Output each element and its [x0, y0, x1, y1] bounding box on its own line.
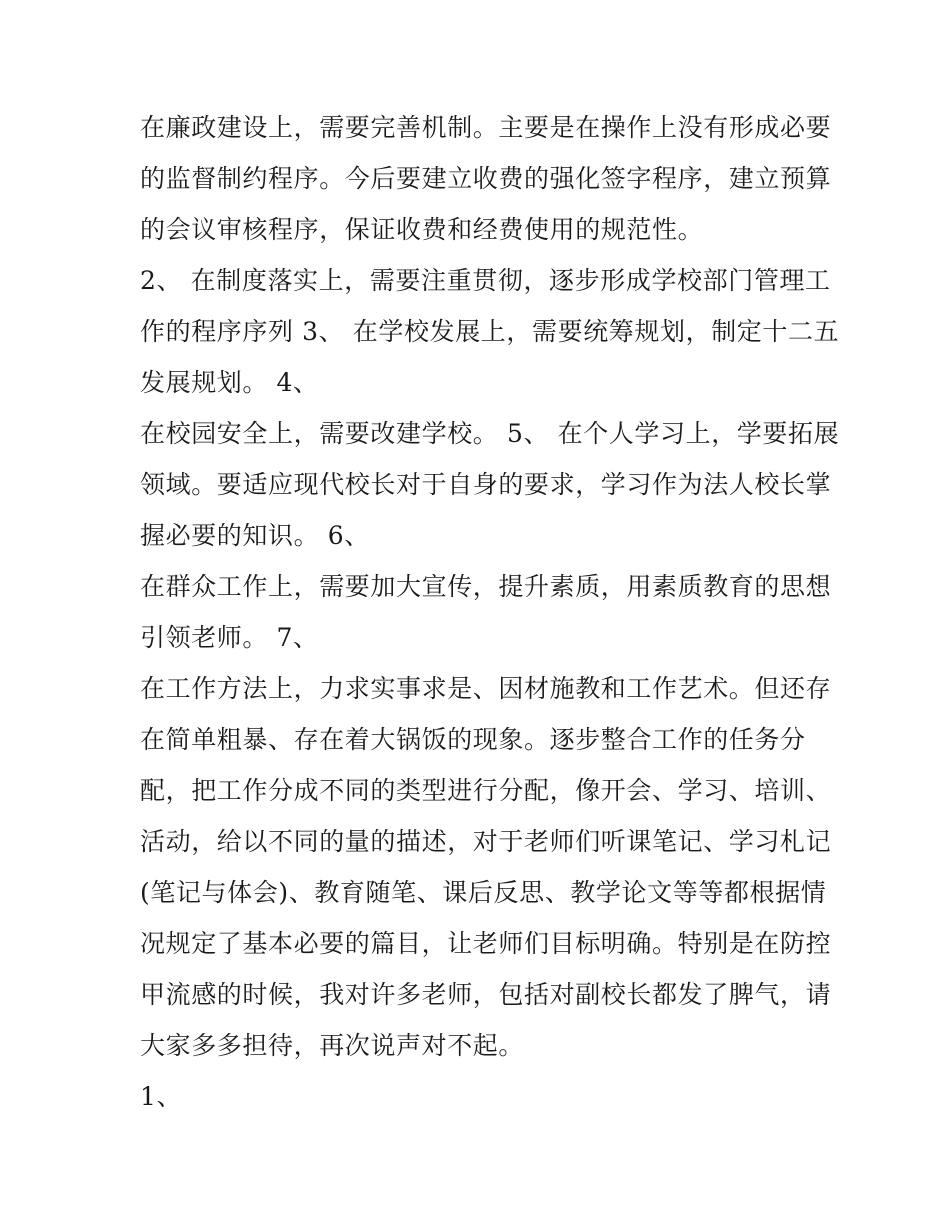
text-line-1: 在廉政建设上，需要完善机制。主要是在操作上没有形成必要 [140, 113, 832, 142]
text-line-8: 领域。要适应现代校长对于自身的要求，学习作为法人校长掌 [140, 470, 832, 499]
text-line-3: 的会议审核程序，保证收费和经费使用的规范性。 [140, 215, 704, 244]
text-line-9: 握必要的知识。 6、 [140, 521, 370, 550]
text-line-5: 作的程序序列 3、 在学校发展上，需要统筹规划，制定十二五 [140, 317, 840, 346]
text-line-13: 在简单粗暴、存在着大锅饭的现象。逐步整合工作的任务分 [140, 725, 806, 754]
text-line-10: 在群众工作上，需要加大宣传，提升素质，用素质教育的思想 [140, 572, 832, 601]
text-line-15: 活动，给以不同的量的描述，对于老师们听课笔记、学习札记 [140, 827, 832, 856]
text-line-4: 2、 在制度落实上，需要注重贯彻，逐步形成学校部门管理工 [140, 266, 831, 295]
text-line-18: 甲流感的时候，我对许多老师，包括对副校长都发了脾气，请 [140, 980, 832, 1009]
text-line-17: 况规定了基本必要的篇目，让老师们目标明确。特别是在防控 [140, 929, 832, 958]
text-line-16: (笔记与体会)、教育随笔、课后反思、教学论文等等都根据情 [140, 878, 827, 907]
text-line-19: 大家多多担待，再次说声对不起。 [140, 1031, 525, 1060]
text-line-11: 引领老师。 7、 [140, 623, 319, 652]
text-line-7: 在校园安全上，需要改建学校。 5、 在个人学习上，学要拓展 [140, 419, 840, 448]
text-line-12: 在工作方法上，力求实事求是、因材施教和工作艺术。但还存 [140, 674, 832, 703]
text-line-20: 1、 [140, 1082, 183, 1111]
text-line-6: 发展规划。 4、 [140, 368, 319, 397]
text-line-14: 配，把工作分成不同的类型进行分配，像开会、学习、培训、 [140, 776, 832, 805]
text-line-2: 的监督制约程序。今后要建立收费的强化签字程序，建立预算 [140, 164, 832, 193]
